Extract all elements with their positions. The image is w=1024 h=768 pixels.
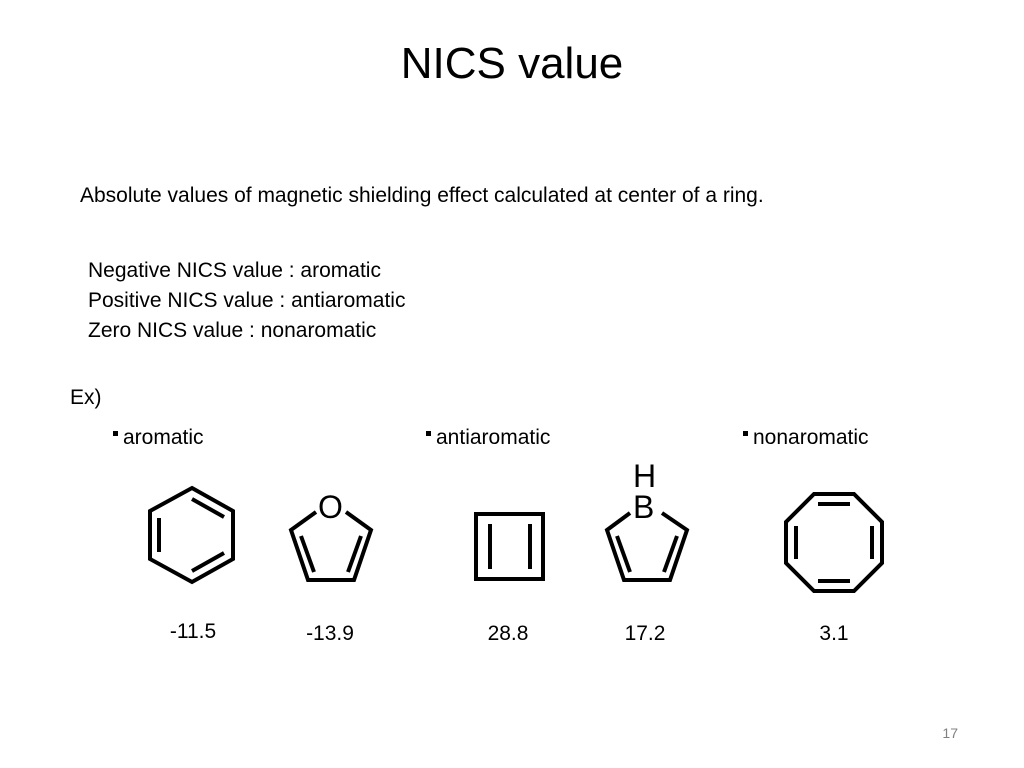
nics-definition: Absolute values of magnetic shielding effect calculated at center of a ring. — [80, 184, 764, 207]
cyclobutadiene-structure — [476, 514, 543, 579]
cyclobutadiene-ring — [476, 514, 543, 579]
furan-structure — [291, 489, 371, 580]
borole-structure — [607, 458, 687, 580]
borole-hydrogen-atom: H — [633, 458, 657, 494]
benzene-structure — [150, 488, 233, 582]
nics-value-cyclobutadiene: 28.8 — [487, 622, 529, 645]
slide-title: NICS value — [400, 39, 624, 88]
nics-value-furan: -13.9 — [306, 622, 354, 645]
benzene-ring — [150, 488, 233, 582]
borole-boron-atom: B — [633, 489, 655, 525]
nics-value-cyclooctatetraene: 3.1 — [819, 622, 849, 645]
nics-value-borole: 17.2 — [624, 622, 666, 645]
rule-zero: Zero NICS value : nonaromatic — [88, 319, 377, 342]
cyclooctatetraene-structure — [786, 494, 882, 591]
furan-oxygen-atom: O — [318, 489, 343, 525]
rule-positive: Positive NICS value : antiaromatic — [88, 289, 406, 312]
example-label: Ex) — [70, 386, 102, 409]
cyclooctatetraene-ring — [786, 494, 882, 591]
category-nonaromatic-label: nonaromatic — [753, 426, 869, 449]
rule-negative: Negative NICS value : aromatic — [88, 259, 381, 282]
category-antiaromatic-label: antiaromatic — [436, 426, 551, 449]
page-number: 17 — [942, 725, 958, 741]
nics-value-benzene: -11.5 — [169, 620, 217, 643]
category-aromatic-label: aromatic — [123, 426, 204, 449]
